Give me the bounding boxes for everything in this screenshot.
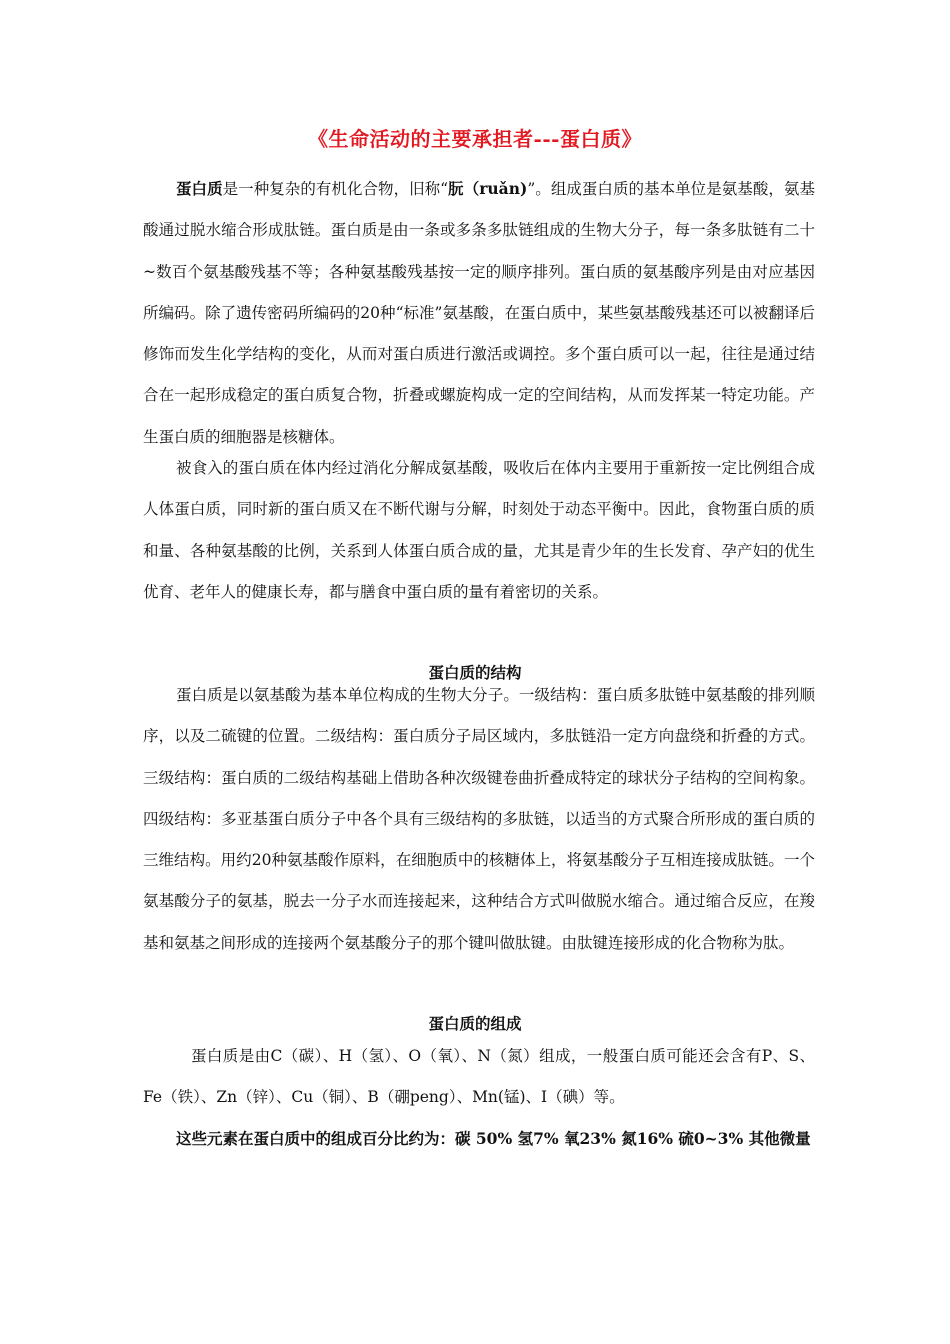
paragraph-intro bbox=[143, 168, 815, 458]
paragraph-structure: 蛋白质是以氨基酸为基本单位构成的生物大分子。一级结构：蛋白质多肽链中氨基酸的排列顺序，以及二硫键的位置。二级结构：蛋白质分子局区域内，多肽链沿一定方向盘绕和折叠的方式。三级结构：蛋白质的二级结构基础上借助各种次级键卷曲折叠成特定的球状分子结构的空间构象。四级结构：多亚基蛋白质分子中各个具有三级结构的多肽链，以适当的方式聚合所形成的蛋白质的三维结构。用约20种氨基酸作原料，在细胞质中的核糖体上，将氨基酸分子互相连接成肽链。一个氨基酸分子的氨基，脱去一分子水而连接起来，这种结合方式叫做脱水缩合。通过缩合反应，在羧基和氨基之间形成的连接两个氨基酸分子的那个键叫做肽键。由肽键连接形成的化合物称为肽。 bbox=[143, 686, 815, 952]
paragraph-percentages: 这些元素在蛋白质中的组成百分比约为：碳 50% 氢7% 氧23% 氮16% 硫0~3% 其他微量 bbox=[176, 1129, 811, 1148]
term-protein: 蛋白质 bbox=[176, 179, 223, 198]
paragraph-composition: 蛋白质是由C（碳）、H（氢）、O（氧）、N（氮）组成，一般蛋白质可能还会含有P、S、Fe（铁）、Zn（锌）、Cu（铜）、B（硼peng）、Mn(锰)、I（碘）等。 bbox=[143, 1047, 815, 1107]
heading-composition: 蛋白质的组成 bbox=[428, 1014, 522, 1033]
term-ruan: 朊（ruǎn) bbox=[448, 179, 528, 198]
heading-structure: 蛋白质的结构 bbox=[428, 663, 522, 682]
document-title: 《生命活动的主要承担者---蛋白质》 bbox=[308, 127, 642, 151]
intro-text-1: 是一种复杂的有机化合物，旧称“ bbox=[222, 180, 449, 198]
intro-text-2: ”。组成蛋白质的基本单位是氨基酸，氨基酸通过脱水缩合形成肽链。蛋白质是由一条或多条多肽链组成的生物大分子，每一条多肽链有二十~数百个氨基酸残基不等；各种氨基酸残基按一定的顺序排列。蛋白质的氨基酸序列是由对应基因所编码。除了遗传密码所编码的20种“标准”氨基酸，在蛋白质中，某些氨基酸残基还可以被翻译后修饰而发生化学结构的变化，从而对蛋白质进行激活或调控。多个蛋白质可以一起，往往是通过结合在一起形成稳定的蛋白质复合物，折叠或螺旋构成一定的空间结构，从而发挥某一特定功能。产生蛋白质的细胞器是核糖体。 bbox=[143, 180, 815, 446]
paragraph-digestion: 被食入的蛋白质在体内经过消化分解成氨基酸，吸收后在体内主要用于重新按一定比例组合成人体蛋白质，同时新的蛋白质又在不断代谢与分解，时刻处于动态平衡中。因此，食物蛋白质的质和量、各种氨基酸的比例，关系到人体蛋白质合成的量，尤其是青少年的生长发育、孕产妇的优生优育、老年人的健康长寿，都与膳食中蛋白质的量有着密切的关系。 bbox=[143, 459, 815, 601]
